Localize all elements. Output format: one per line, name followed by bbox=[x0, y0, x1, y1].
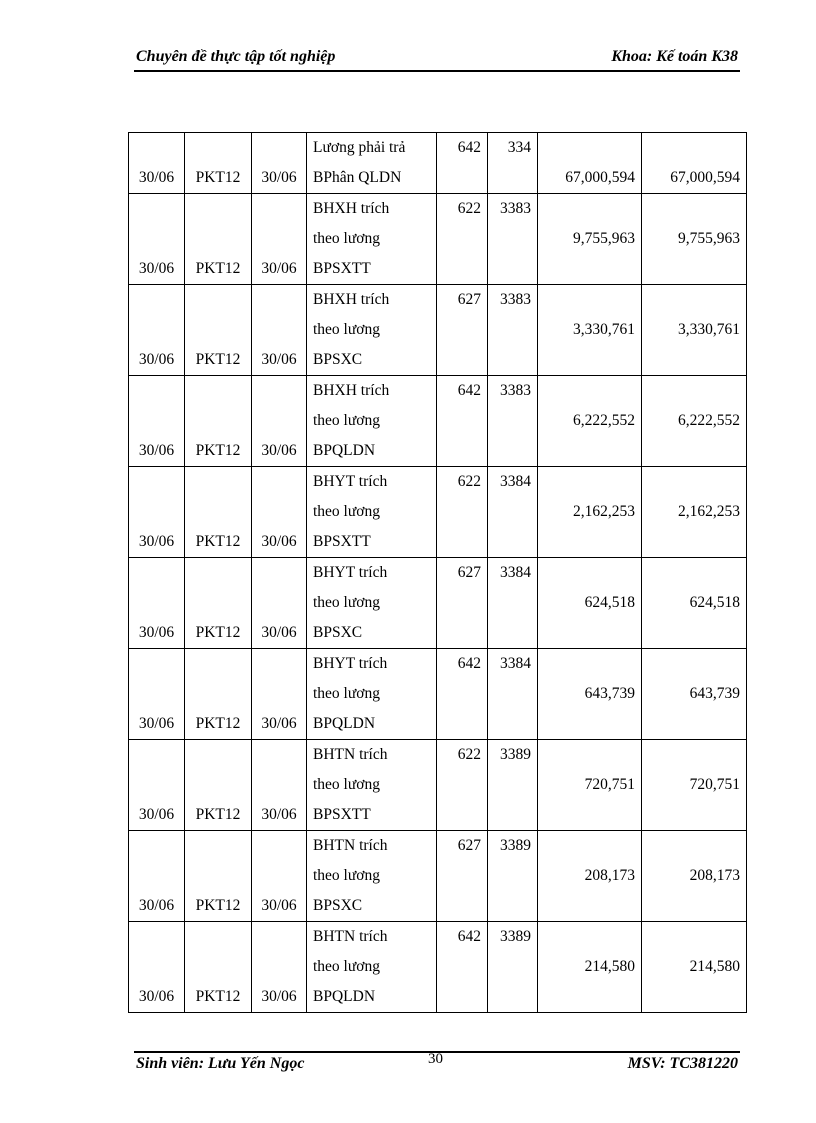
table-row bbox=[129, 831, 747, 922]
description-line: theo lương bbox=[313, 867, 380, 884]
footer-student: Sinh viên: Lưu Yến Ngọc bbox=[136, 1055, 305, 1072]
cell-doc-date: 30/06 bbox=[252, 922, 307, 1013]
cell-description bbox=[307, 922, 437, 1013]
cell-description bbox=[307, 467, 437, 558]
cell-amount: 6,222,552 bbox=[538, 376, 642, 467]
description-line: BHTN trích bbox=[313, 746, 388, 763]
description-line: BPSXC bbox=[313, 624, 363, 641]
cell-debit-account: 622 bbox=[437, 194, 488, 285]
header-rule bbox=[134, 70, 740, 72]
description-line: BPSXTT bbox=[313, 533, 371, 550]
cell-debit-account: 622 bbox=[437, 467, 488, 558]
cell-description bbox=[307, 194, 437, 285]
cell-credit-account: 3389 bbox=[488, 831, 538, 922]
cell-date: 30/06 bbox=[129, 740, 185, 831]
cell-doc-date: 30/06 bbox=[252, 649, 307, 740]
header-title: Chuyên đề thực tập tốt nghiệp bbox=[136, 48, 336, 65]
cell-date: 30/06 bbox=[129, 558, 185, 649]
cell-credit-account: 3383 bbox=[488, 285, 538, 376]
cell-credit-account: 334 bbox=[488, 133, 538, 194]
cell-amount-total: 208,173 bbox=[642, 831, 747, 922]
cell-debit-account: 627 bbox=[437, 558, 488, 649]
description-line: BHXH trích bbox=[313, 382, 390, 399]
cell-amount-total: 643,739 bbox=[642, 649, 747, 740]
cell-doc-date: 30/06 bbox=[252, 133, 307, 194]
description-line: BHTN trích bbox=[313, 837, 388, 854]
cell-doc-no: PKT12 bbox=[185, 649, 252, 740]
table-row bbox=[129, 649, 747, 740]
cell-amount: 624,518 bbox=[538, 558, 642, 649]
cell-amount-total: 67,000,594 bbox=[642, 133, 747, 194]
table-row bbox=[129, 194, 747, 285]
description-line: BPQLDN bbox=[313, 715, 376, 732]
cell-doc-no: PKT12 bbox=[185, 376, 252, 467]
cell-description bbox=[307, 740, 437, 831]
cell-date: 30/06 bbox=[129, 649, 185, 740]
cell-amount-total: 2,162,253 bbox=[642, 467, 747, 558]
cell-description bbox=[307, 831, 437, 922]
cell-debit-account: 622 bbox=[437, 740, 488, 831]
cell-doc-date: 30/06 bbox=[252, 558, 307, 649]
cell-doc-date: 30/06 bbox=[252, 376, 307, 467]
table-row bbox=[129, 740, 747, 831]
cell-date: 30/06 bbox=[129, 133, 185, 194]
description-line: BHYT trích bbox=[313, 655, 388, 672]
cell-amount: 208,173 bbox=[538, 831, 642, 922]
cell-doc-no: PKT12 bbox=[185, 133, 252, 194]
description-line: BPSXC bbox=[313, 351, 363, 368]
description-line: theo lương bbox=[313, 685, 380, 702]
description-line: theo lương bbox=[313, 776, 380, 793]
cell-description bbox=[307, 133, 437, 194]
description-line: BPSXTT bbox=[313, 806, 371, 823]
description-line: BHYT trích bbox=[313, 564, 388, 581]
cell-amount-total: 6,222,552 bbox=[642, 376, 747, 467]
description-line: BPhân QLDN bbox=[313, 169, 402, 186]
description-line: theo lương bbox=[313, 321, 380, 338]
cell-date: 30/06 bbox=[129, 194, 185, 285]
cell-debit-account: 642 bbox=[437, 376, 488, 467]
cell-amount: 67,000,594 bbox=[538, 133, 642, 194]
cell-amount-total: 720,751 bbox=[642, 740, 747, 831]
page-number: 30 bbox=[428, 1051, 443, 1067]
description-line: theo lương bbox=[313, 503, 380, 520]
table-row bbox=[129, 558, 747, 649]
cell-amount: 3,330,761 bbox=[538, 285, 642, 376]
cell-date: 30/06 bbox=[129, 467, 185, 558]
cell-amount: 2,162,253 bbox=[538, 467, 642, 558]
cell-doc-date: 30/06 bbox=[252, 831, 307, 922]
cell-date: 30/06 bbox=[129, 285, 185, 376]
description-line: BPQLDN bbox=[313, 988, 376, 1005]
cell-amount-total: 214,580 bbox=[642, 922, 747, 1013]
description-line: BHTN trích bbox=[313, 928, 388, 945]
description-line: BHYT trích bbox=[313, 473, 388, 490]
cell-credit-account: 3383 bbox=[488, 194, 538, 285]
cell-amount: 9,755,963 bbox=[538, 194, 642, 285]
cell-credit-account: 3384 bbox=[488, 558, 538, 649]
cell-doc-no: PKT12 bbox=[185, 922, 252, 1013]
cell-credit-account: 3384 bbox=[488, 649, 538, 740]
description-line: BPQLDN bbox=[313, 442, 376, 459]
table-row bbox=[129, 285, 747, 376]
ledger-table bbox=[128, 132, 747, 1013]
cell-amount: 720,751 bbox=[538, 740, 642, 831]
description-line: theo lương bbox=[313, 230, 380, 247]
cell-debit-account: 642 bbox=[437, 922, 488, 1013]
description-line: BHXH trích bbox=[313, 200, 390, 217]
cell-amount-total: 624,518 bbox=[642, 558, 747, 649]
cell-debit-account: 627 bbox=[437, 831, 488, 922]
cell-date: 30/06 bbox=[129, 831, 185, 922]
description-line: theo lương bbox=[313, 958, 380, 975]
cell-debit-account: 627 bbox=[437, 285, 488, 376]
cell-debit-account: 642 bbox=[437, 133, 488, 194]
description-line: theo lương bbox=[313, 594, 380, 611]
ledger-body bbox=[129, 133, 747, 1013]
cell-doc-no: PKT12 bbox=[185, 285, 252, 376]
header-department: Khoa: Kế toán K38 bbox=[611, 48, 738, 65]
cell-description bbox=[307, 558, 437, 649]
cell-debit-account: 642 bbox=[437, 649, 488, 740]
cell-date: 30/06 bbox=[129, 376, 185, 467]
cell-credit-account: 3384 bbox=[488, 467, 538, 558]
description-line: theo lương bbox=[313, 412, 380, 429]
cell-doc-no: PKT12 bbox=[185, 558, 252, 649]
cell-description bbox=[307, 649, 437, 740]
cell-description bbox=[307, 285, 437, 376]
description-line: BPSXTT bbox=[313, 260, 371, 277]
table-row bbox=[129, 376, 747, 467]
cell-doc-no: PKT12 bbox=[185, 831, 252, 922]
cell-date: 30/06 bbox=[129, 922, 185, 1013]
cell-amount-total: 9,755,963 bbox=[642, 194, 747, 285]
table-row bbox=[129, 133, 747, 194]
cell-amount: 214,580 bbox=[538, 922, 642, 1013]
page-footer bbox=[134, 1051, 740, 1077]
cell-doc-no: PKT12 bbox=[185, 194, 252, 285]
cell-credit-account: 3389 bbox=[488, 922, 538, 1013]
footer-student-id: MSV: TC381220 bbox=[627, 1055, 738, 1072]
cell-amount-total: 3,330,761 bbox=[642, 285, 747, 376]
description-line: Lương phải trả bbox=[313, 139, 406, 156]
cell-doc-date: 30/06 bbox=[252, 194, 307, 285]
cell-doc-date: 30/06 bbox=[252, 740, 307, 831]
cell-description bbox=[307, 376, 437, 467]
description-line: BPSXC bbox=[313, 897, 363, 914]
cell-doc-no: PKT12 bbox=[185, 740, 252, 831]
description-line: BHXH trích bbox=[313, 291, 390, 308]
cell-credit-account: 3389 bbox=[488, 740, 538, 831]
cell-amount: 643,739 bbox=[538, 649, 642, 740]
cell-doc-no: PKT12 bbox=[185, 467, 252, 558]
table-row bbox=[129, 922, 747, 1013]
table-row bbox=[129, 467, 747, 558]
cell-doc-date: 30/06 bbox=[252, 467, 307, 558]
cell-credit-account: 3383 bbox=[488, 376, 538, 467]
cell-doc-date: 30/06 bbox=[252, 285, 307, 376]
page-header bbox=[134, 48, 740, 70]
